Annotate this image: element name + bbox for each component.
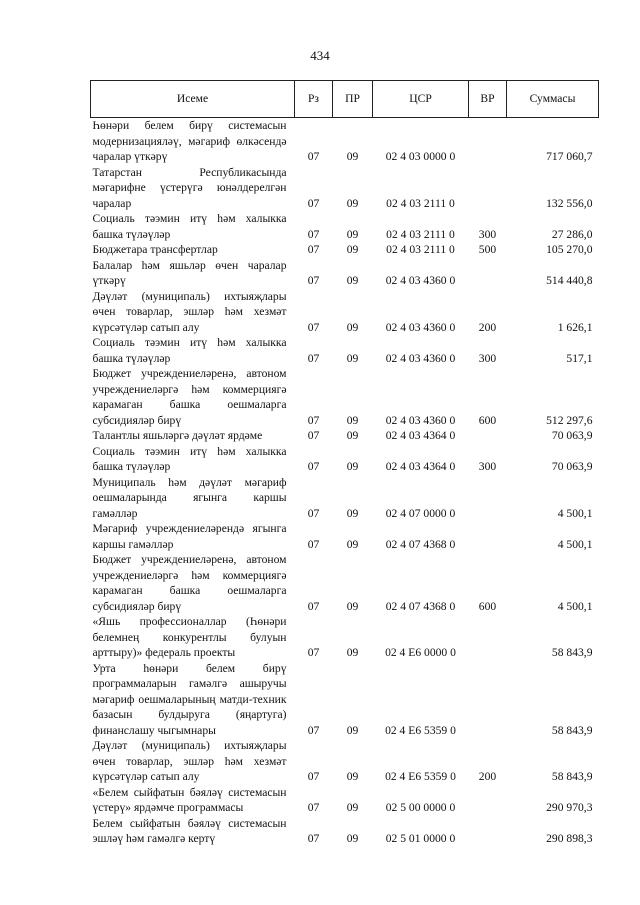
row-vr [469,475,507,522]
row-name: Бюджетара трансфертлар [92,243,218,256]
row-name: Белем сыйфатын бәяләү системасын эшләү һәм гамәлгә кертү [92,816,287,845]
row-rz: 07 [307,506,320,520]
row-csr: 02 4 Е6 5359 0 [385,723,456,737]
row-sum: 717 060,7 [546,150,593,163]
row-vr [469,521,507,552]
row-sum: 58 843,9 [551,770,593,783]
row-rz: 07 [307,801,320,814]
row-name: Мәгариф учреждениеләрендә ягынга каршы гамәлләр [92,522,287,551]
row-pr: 09 [346,460,359,473]
row-name: Балалар һәм яшьләр өчен чаралар үткәрү [92,258,287,287]
row-pr: 09 [346,770,359,783]
row-pr: 09 [346,351,359,365]
row-csr: 02 4 03 4360 0 [385,320,456,334]
row-sum: 4 500,1 [557,537,593,551]
row-pr: 09 [346,801,359,814]
table-row [91,428,599,444]
row-pr: 09 [346,429,359,442]
row-rz: 07 [307,413,320,427]
row-rz: 07 [307,351,320,365]
row-rz: 07 [307,243,320,256]
table-row [91,738,599,785]
row-sum: 4 500,1 [557,506,593,520]
header-vr: ВР [469,81,507,118]
table-row [91,165,599,212]
row-csr: 02 4 03 2111 0 [386,196,455,210]
row-sum: 514 440,8 [546,274,593,287]
row-sum: 1 626,1 [557,320,593,334]
row-csr: 02 5 01 0000 0 [385,832,456,845]
row-rz: 07 [307,770,320,783]
row-rz: 07 [307,150,320,163]
row-csr: 02 4 03 4360 0 [385,413,456,427]
row-rz: 07 [307,196,320,210]
table-row [91,258,599,289]
row-name: Дәүләт (муниципаль) ихтыяҗлары өчен товарлар, эшләр һәм хезмәт күрсәтүләр сатып алу [92,289,287,334]
row-name: Социаль тәэмин итү һәм халыкка башка түләүләр [92,336,287,365]
table-row [91,816,599,847]
table-row [91,444,599,475]
row-vr: 300 [478,227,497,241]
row-rz: 07 [307,646,320,659]
row-vr [469,165,507,212]
row-csr: 02 4 Е6 0000 0 [385,646,456,659]
row-name: «Яшь профессионаллар (Һөнәри белемнең конкурентлы булуын арттыру)» федераль проекты [92,615,287,659]
row-name: Муниципаль һәм дәүләт мәгариф оешмаларында ягынга каршы гамәлләр [92,475,287,520]
row-rz: 07 [307,723,320,737]
page-number: 434 [310,48,330,63]
table-row [91,785,599,816]
row-vr [469,258,507,289]
header-sum: Суммасы [507,81,599,118]
row-vr: 600 [478,413,497,427]
row-vr [469,614,507,661]
row-vr: 300 [478,351,497,365]
row-csr: 02 4 03 2111 0 [386,243,455,256]
table-row [91,552,599,614]
row-rz: 07 [307,429,320,442]
row-csr: 02 4 Е6 5359 0 [385,770,456,783]
row-name: Бюджет учреждениеләренә, автоном учреждениеләргә һәм коммерциягә карамаган башка оешмаларга субсидияләр бирү [92,553,287,613]
row-vr: 600 [478,599,497,613]
row-vr: 200 [478,320,497,334]
row-pr: 09 [346,227,359,241]
row-sum: 290 898,3 [546,832,593,845]
row-csr: 02 4 03 2111 0 [386,227,455,241]
table-row [91,211,599,242]
row-name: «Белем сыйфатын бәяләү системасын үстерү» ярдәмче программасы [92,785,287,814]
table-row [91,661,599,739]
row-csr: 02 4 07 0000 0 [385,506,456,520]
header-csr: ЦСР [373,81,469,118]
table-row [91,335,599,366]
row-vr [469,816,507,847]
budget-table [90,80,599,847]
row-rz: 07 [307,537,320,551]
row-sum: 70 063,9 [551,429,593,442]
row-pr: 09 [346,320,359,334]
row-sum: 27 286,0 [551,227,593,241]
row-name: Социаль тәэмин итү һәм халыкка башка түләүләр [92,212,287,241]
row-vr [469,661,507,739]
row-sum: 517,1 [566,351,593,365]
table-row [91,289,599,336]
table-row [91,118,599,165]
row-pr: 09 [346,537,359,551]
row-pr: 09 [346,646,359,659]
row-csr: 02 4 03 4364 0 [385,429,456,442]
row-sum: 512 297,6 [546,413,593,427]
row-pr: 09 [346,723,359,737]
row-sum: 58 843,9 [551,723,593,737]
header-rz: Рз [295,81,333,118]
table-row [91,366,599,428]
row-sum: 58 843,9 [551,646,593,659]
table-row [91,614,599,661]
row-rz: 07 [307,227,320,241]
row-vr [469,428,507,444]
row-rz: 07 [307,832,320,845]
header-name: Исеме [91,81,295,118]
row-pr: 09 [346,506,359,520]
header-pr: ПР [333,81,373,118]
row-name: Дәүләт (муниципаль) ихтыяҗлары өчен товарлар, эшләр һәм хезмәт күрсәтүләр сатып алу [92,739,287,783]
row-name: Татарстан Республикасында мәгарифне үстерүгә юнәлдерелгән чаралар [92,165,287,210]
row-csr: 02 4 03 4360 0 [385,351,456,365]
table-row [91,242,599,258]
row-rz: 07 [307,320,320,334]
table-header [91,81,599,118]
row-csr: 02 5 00 0000 0 [385,801,456,814]
row-pr: 09 [346,150,359,163]
row-name: Социаль тәэмин итү һәм халыкка башка түләүләр [92,444,287,473]
row-sum: 105 270,0 [546,243,593,256]
row-sum: 70 063,9 [551,460,593,473]
row-name: Бюджет учреждениеләренә, автоном учреждениеләргә һәм коммерциягә карамаган башка оешмаларга субсидияләр бирү [92,367,287,427]
row-rz: 07 [307,274,320,287]
row-pr: 09 [346,599,359,613]
row-csr: 02 4 03 4360 0 [385,274,456,287]
row-sum: 132 556,0 [546,196,593,210]
row-csr: 02 4 07 4368 0 [385,599,456,613]
row-vr [469,785,507,816]
table-row [91,521,599,552]
row-pr: 09 [346,832,359,845]
row-name: Талантлы яшьләргә дәүләт ярдәме [92,429,263,442]
row-name: Урта һөнәри белем бирү программаларын гамәлгә ашыручы мәгариф оешмаларының матди-техник базасын булдыруга (яңартуга) финанслашу чыгымнары [92,661,287,737]
row-pr: 09 [346,243,359,256]
row-pr: 09 [346,413,359,427]
row-vr [469,118,507,165]
row-vr: 200 [478,770,497,783]
row-rz: 07 [307,460,320,473]
row-vr: 500 [478,243,497,256]
row-csr: 02 4 03 4364 0 [385,460,456,473]
row-csr: 02 4 03 0000 0 [385,150,456,163]
row-sum: 4 500,1 [557,599,593,613]
table-row [91,475,599,522]
table-body [91,118,599,847]
row-rz: 07 [307,599,320,613]
row-pr: 09 [346,274,359,287]
row-name: Һөнәри белем бирү системасын модернизацияләү, мәгариф өлкәсендә чаралар үткәрү [92,119,287,163]
row-csr: 02 4 07 4368 0 [385,537,456,551]
row-sum: 290 970,3 [546,801,593,814]
row-pr: 09 [346,196,359,210]
row-vr: 300 [478,460,497,473]
